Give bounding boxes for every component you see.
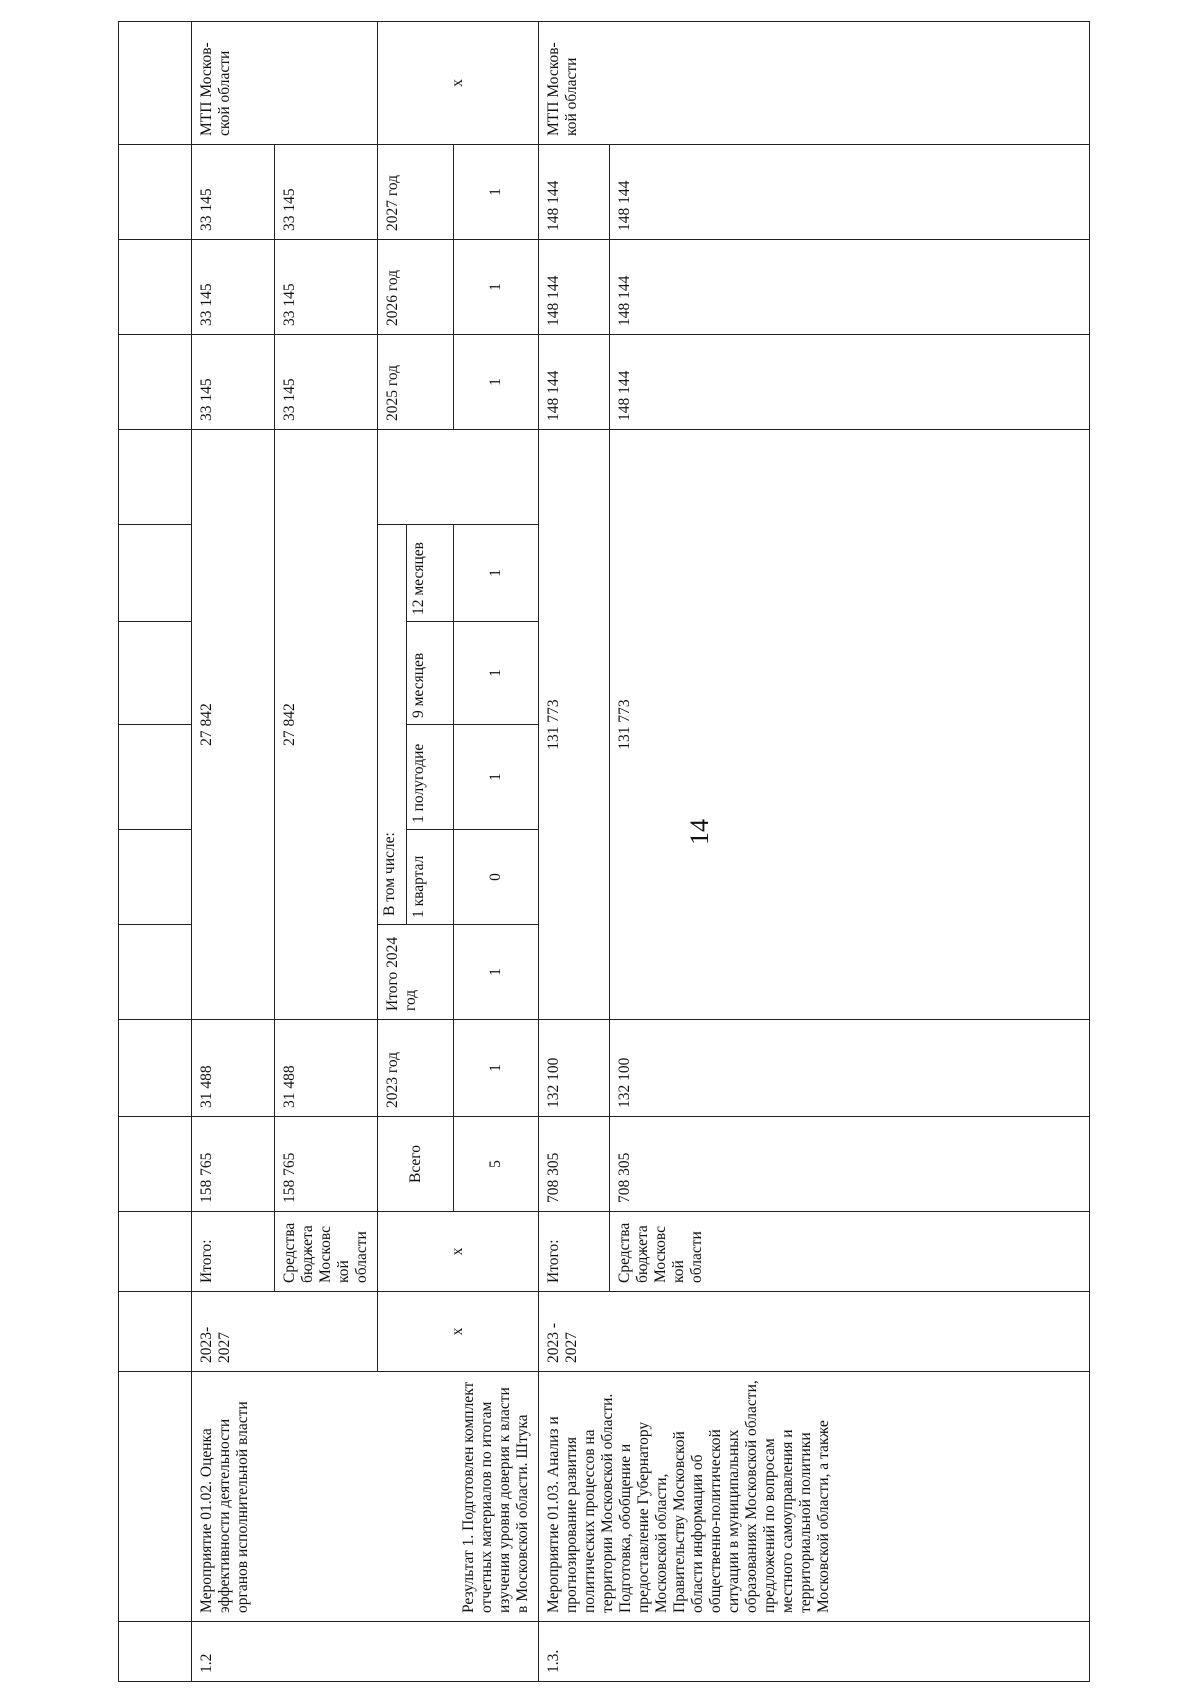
val-all: 5 [454, 1117, 539, 1212]
hdr-cell [119, 1117, 192, 1212]
total-2023: 132 100 [539, 1020, 610, 1117]
val-m12: 1 [454, 525, 539, 622]
hdr-cell [119, 622, 192, 725]
years: 2023 - 2027 [539, 1292, 1090, 1372]
hdr-h1: 1 полугодие [407, 725, 454, 830]
budget-2024: 27 842 [275, 430, 378, 1020]
row-1-2-total [192, 22, 275, 1682]
page-number: 14 [685, 819, 714, 845]
hdr-all: Всего [378, 1117, 454, 1212]
row-number: 1.2 [192, 1622, 378, 1682]
budget-2027: 33 145 [275, 145, 378, 240]
val-2025: 1 [454, 335, 539, 430]
budget-2025: 148 144 [610, 335, 1090, 430]
budget-2026: 33 145 [275, 240, 378, 335]
val-2026: 1 [454, 240, 539, 335]
hdr-cell [119, 1372, 192, 1622]
total-2023: 31 488 [192, 1020, 275, 1117]
val-2024-total: 1 [454, 925, 539, 1020]
val-2023: 1 [454, 1020, 539, 1117]
budget-2023: 132 100 [610, 1020, 1090, 1117]
hdr-2026: 2026 год [378, 240, 454, 335]
result-years: x [378, 1292, 539, 1372]
val-q1: 0 [454, 830, 539, 925]
hdr-empty [378, 430, 539, 525]
hdr-cell [119, 430, 192, 525]
hdr-q1: 1 квартал [407, 830, 454, 925]
total-all: 158 765 [192, 1117, 275, 1212]
hdr-cell [119, 1020, 192, 1117]
budget-2025: 33 145 [275, 335, 378, 430]
total-2024: 27 842 [192, 430, 275, 1020]
hdr-cell [119, 725, 192, 830]
hdr-cell [119, 925, 192, 1020]
budget-2026: 148 144 [610, 240, 1090, 335]
row-number: 1.3. [539, 1622, 1090, 1682]
hdr-cell [119, 1292, 192, 1372]
total-2025: 33 145 [192, 335, 275, 430]
header-strip [119, 22, 192, 1682]
val-2027: 1 [454, 145, 539, 240]
total-2024: 131 773 [539, 430, 610, 1020]
hdr-2024-total: Итого 2024 год [378, 925, 454, 1020]
result-name: Результат 1. Подготовлен комплект отчетных материалов по итогам изучения уровня доверия к власти в Московской области. Штука [378, 1372, 539, 1622]
result-1-header [378, 22, 407, 1682]
rotated-page [118, 22, 1090, 1682]
hdr-2023: 2023 год [378, 1020, 454, 1117]
budget-all: 158 765 [275, 1117, 378, 1212]
budget-2027: 148 144 [610, 145, 1090, 240]
budget-label: Средства бюджета Московской области [275, 1212, 378, 1292]
hdr-cell [119, 145, 192, 240]
event-name: Мероприятие 01.03. Анализ и прогнозирование развития политических процессов на территории Московской области. Подготовка, обобщение и предоставление Губернатору Московской области, Правительству Московской области информации об общественно-политической ситуации в муниципальных образованиях Московской области, предложений по вопросам местного самоуправления и территориальной политики Московской области, а также [539, 1372, 1090, 1622]
result-executor: x [378, 22, 539, 145]
val-m9: 1 [454, 622, 539, 725]
total-2027: 148 144 [539, 145, 610, 240]
years: 2023-2027 [192, 1292, 378, 1372]
total-2027: 33 145 [192, 145, 275, 240]
program-table [118, 21, 1090, 1682]
total-2026: 148 144 [539, 240, 610, 335]
total-all: 708 305 [539, 1117, 610, 1212]
result-source: x [378, 1212, 539, 1292]
total-label: Итого: [539, 1212, 610, 1292]
val-h1: 1 [454, 725, 539, 830]
hdr-cell [119, 525, 192, 622]
event-name: Мероприятие 01.02. Оценка эффективности деятельности органов исполнительной власти [192, 1372, 378, 1622]
hdr-m12: 12 месяцев [407, 525, 454, 622]
hdr-cell [119, 1212, 192, 1292]
budget-2023: 31 488 [275, 1020, 378, 1117]
budget-2024: 131 773 [610, 430, 1090, 1020]
hdr-incl: В том числе: [378, 525, 407, 925]
hdr-cell [119, 830, 192, 925]
executor: МТП Москов-ской области [192, 22, 378, 145]
executor: МТП Москов-кой области [539, 22, 1090, 145]
total-2026: 33 145 [192, 240, 275, 335]
hdr-cell [119, 1622, 192, 1682]
hdr-cell [119, 240, 192, 335]
total-2025: 148 144 [539, 335, 610, 430]
result-num-cell [378, 1622, 539, 1682]
hdr-m9: 9 месяцев [407, 622, 454, 725]
hdr-cell [119, 335, 192, 430]
budget-label: Средства бюджета Московской области [610, 1212, 1090, 1292]
hdr-cell [119, 22, 192, 145]
total-label: Итого: [192, 1212, 275, 1292]
budget-all: 708 305 [610, 1117, 1090, 1212]
row-1-3-total [539, 22, 610, 1682]
hdr-2027: 2027 год [378, 145, 454, 240]
hdr-2025: 2025 год [378, 335, 454, 430]
